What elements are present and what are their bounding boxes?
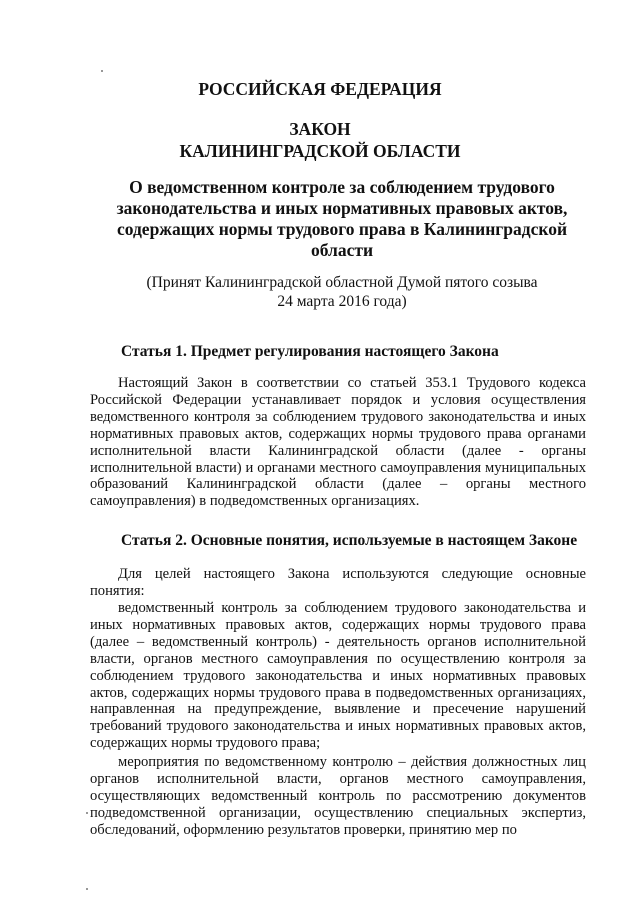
country-heading: РОССИЙСКАЯ ФЕДЕРАЦИЯ <box>198 79 442 99</box>
article-2-intro-paragraph: Для целей настоящего Закона используются следующие основные понятия: <box>90 566 586 599</box>
article-2-definition-paragraph: ведомственный контроль за соблюдением трудового законодательства и иных нормативных правовых актов, содержащих нормы трудового права (далее – ведомственный контроль) - деятельность органов исполнительной власти, органов местного самоуправления по осуществлению контроля за соблюдением трудового законодательства и иных нормативных правовых актов, содержащих нормы трудового права в подведомственных организациях, направленная на предупреждение, выявление и пресечение нарушений требований трудового законодательства и иных нормативных правовых актов, содержащих нормы трудового права; <box>90 600 586 752</box>
article-1-paragraph: Настоящий Закон в соответствии со статьей 353.1 Трудового кодекса Российской Федерации устанавливает порядок и условия осуществления ведомственного контроля за соблюдением трудового законодательства и иных нормативных правовых актов, содержащих нормы трудового права органами исполнительной власти Калининградской области (далее - органы исполнительной власти) и органами местного самоуправления муниципальных образований Калининградской области (далее – органы местного самоуправления) в подведомственных организациях. <box>90 375 586 510</box>
law-heading: ЗАКОН <box>289 119 351 139</box>
scan-speck <box>86 812 88 814</box>
scan-speck <box>101 70 103 72</box>
article-2-definition-paragraph: мероприятия по ведомственному контролю – действия должностных лиц органов исполнительной власти, органов местного самоуправления, осуществляющих ведомственный контроль по рассмотрению документов подведомственной организации, осуществлению специальных экспертиз, обследований, оформлению результатов проверки, принятию мер по <box>90 754 586 838</box>
law-subject-title: О ведомственном контроле за соблюдением трудового законодательства и иных нормативных правовых актов, содержащих нормы трудового права в Калининградской области <box>116 177 568 260</box>
scan-speck <box>86 888 88 890</box>
article-2-title: Статья 2. Основные понятия, используемые в настоящем Законе <box>121 532 578 549</box>
adoption-note <box>100 273 584 311</box>
article-1-title: Статья 1. Предмет регулирования настоящего Закона <box>121 343 499 360</box>
adoption-note-date: 24 марта 2016 года) <box>277 293 407 310</box>
region-heading: КАЛИНИНГРАДСКОЙ ОБЛАСТИ <box>179 141 461 161</box>
adoption-note-line: (Принят Калининградской областной Думой пятого созыва <box>146 274 538 291</box>
